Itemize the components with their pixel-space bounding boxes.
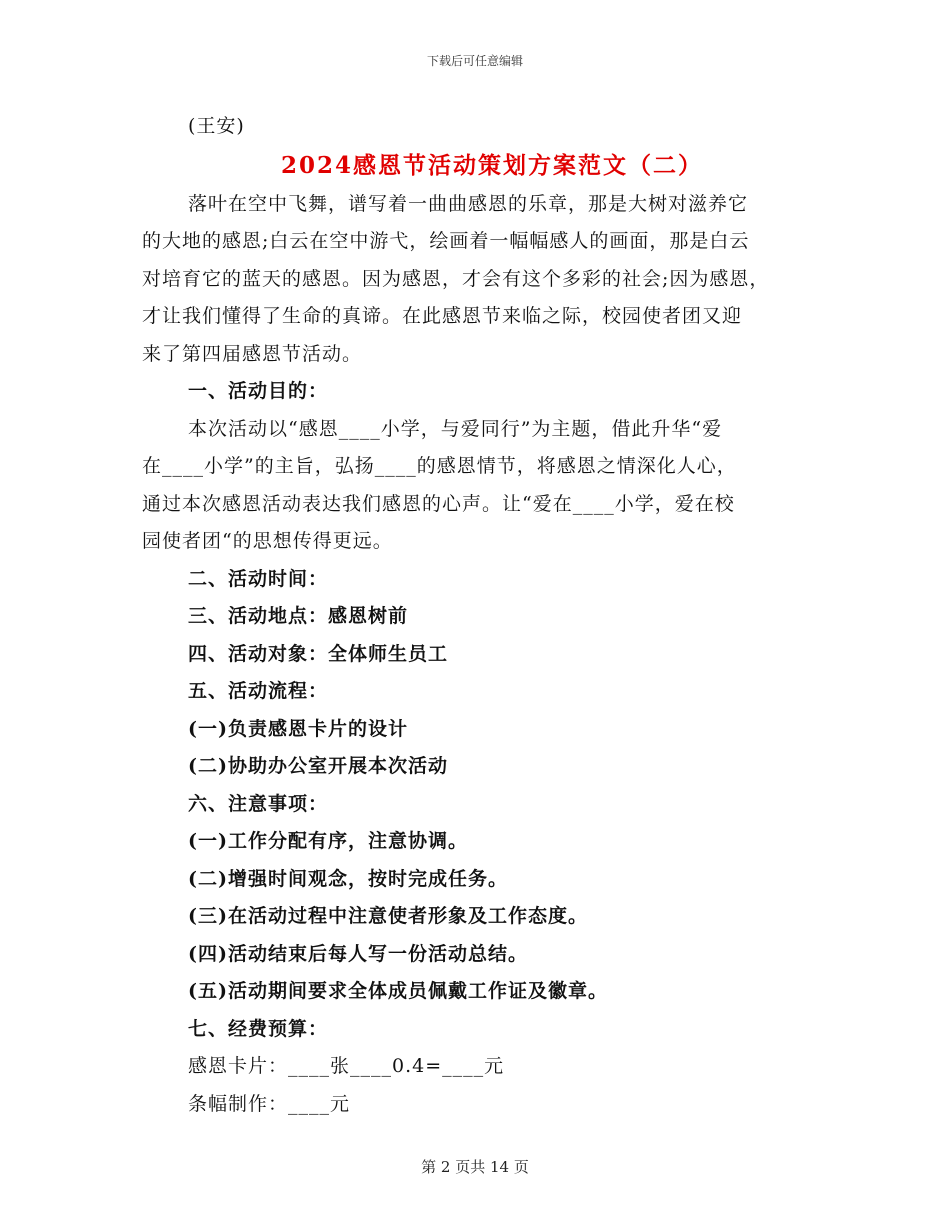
- notes-item: (四)活动结束后每人写一份活动总结。: [188, 942, 528, 965]
- notes-item: (五)活动期间要求全体成员佩戴工作证及徽章。: [188, 980, 608, 1002]
- author-line: (王安): [188, 115, 245, 137]
- notes-item: (二)增强时间观念，按时完成任务。: [188, 867, 508, 890]
- section-heading-audience: 四、活动对象：全体师生员工: [188, 642, 449, 665]
- flow-item: (二)协助办公室开展本次活动: [188, 755, 448, 777]
- intro-line: 落叶在空中飞舞，谱写着一曲曲感恩的乐章，那是大树对滋养它: [188, 192, 749, 215]
- document-title: 2024感恩节活动策划方案范文（二）: [280, 151, 703, 179]
- purpose-line: 通过本次感恩活动表达我们感恩的心声。让“爱在____小学，爱在校: [142, 492, 735, 515]
- intro-line: 才让我们懂得了生命的真谛。在此感恩节来临之际，校园使者团又迎: [142, 305, 743, 327]
- intro-line: 的大地的感恩;白云在空中游弋，绘画着一幅幅感人的画面，那是白云: [142, 230, 750, 252]
- budget-item: 条幅制作：____元: [188, 1092, 351, 1115]
- purpose-line: 本次活动以“感恩____小学，与爱同行”为主题，借此升华“爱: [188, 417, 723, 440]
- budget-item: 感恩卡片：____张____0.4=____元: [188, 1055, 505, 1077]
- section-heading-location: 三、活动地点：感恩树前: [188, 605, 409, 627]
- section-heading-notes: 六、注意事项：: [188, 792, 329, 815]
- notes-item: (三)在活动过程中注意使者形象及工作态度。: [188, 905, 588, 927]
- section-heading-purpose: 一、活动目的：: [188, 380, 329, 402]
- page-footer: 第 2 页共 14 页: [421, 1158, 529, 1176]
- flow-item: (一)负责感恩卡片的设计: [188, 717, 408, 740]
- purpose-line: 在____小学”的主旨，弘扬____的感恩情节，将感恩之情深化人心，: [142, 455, 737, 477]
- purpose-line: 园使者团“的思想传得更远。: [142, 530, 393, 552]
- section-heading-time: 二、活动时间：: [188, 567, 329, 590]
- section-heading-flow: 五、活动流程：: [188, 680, 329, 702]
- section-heading-budget: 七、经费预算：: [188, 1017, 329, 1040]
- document-body: [142, 108, 822, 1123]
- intro-line: 对培育它的蓝天的感恩。因为感恩，才会有这个多彩的社会;因为感恩，: [142, 267, 770, 290]
- intro-line: 来了第四届感恩节活动。: [142, 342, 363, 365]
- notes-item: (一)工作分配有序，注意协调。: [188, 830, 468, 852]
- page-header: 下载后可任意编辑: [426, 54, 523, 68]
